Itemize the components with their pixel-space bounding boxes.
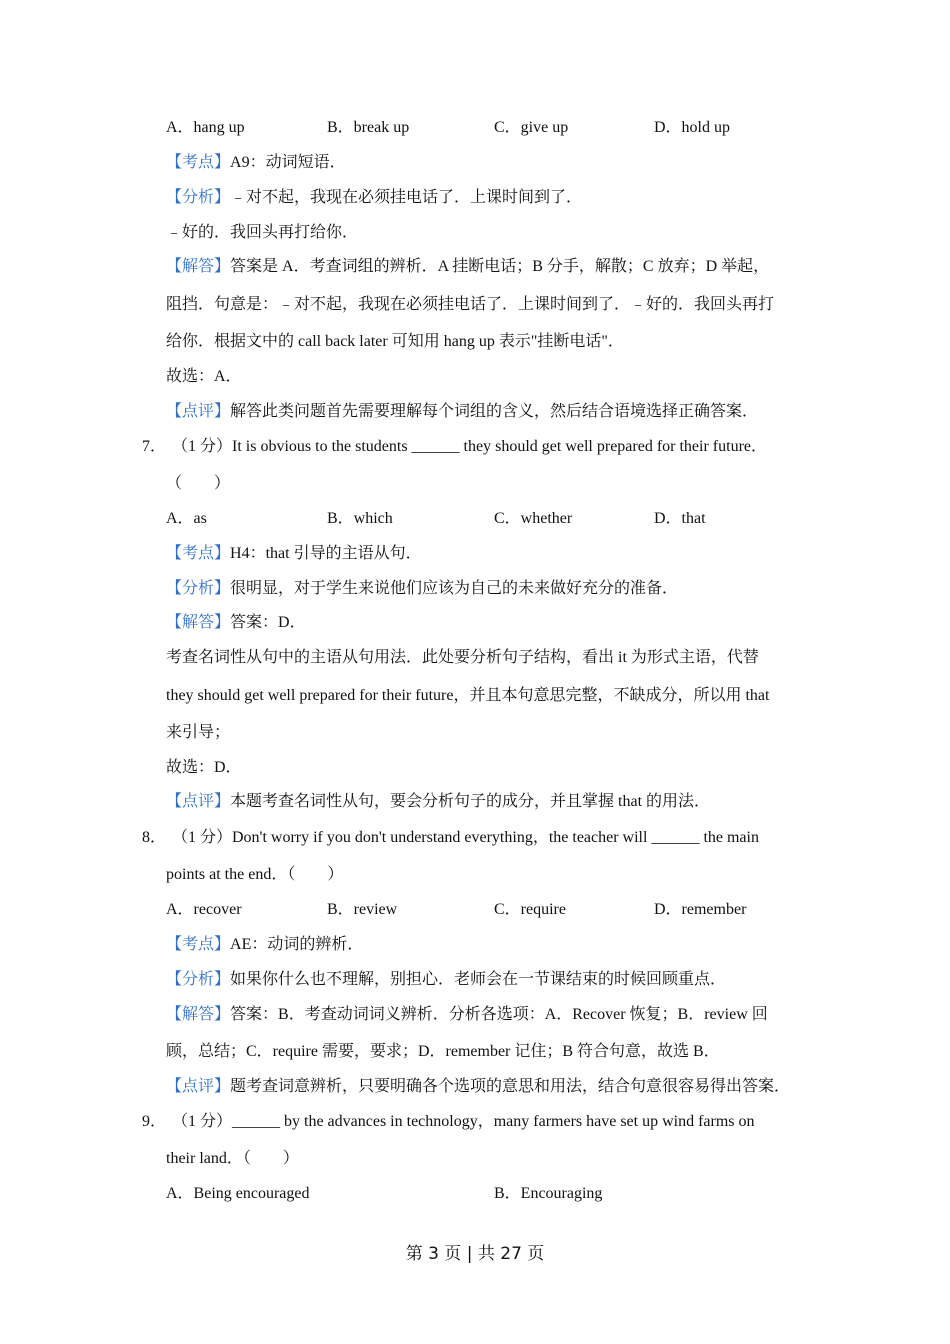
jieda-line	[166, 613, 306, 633]
question-8-number: 8．	[142, 829, 167, 846]
jieda-line-2: 阻挡．句意是：﹣对不起，我现在必须挂电话了．上课时间到了．﹣好的．我回头再打	[166, 296, 775, 313]
option-c: C．whether	[494, 510, 573, 527]
kaodian-text: H4：that 引导的主语从句．	[230, 545, 422, 562]
fenxi-line	[166, 188, 582, 208]
dianping-text: 解答此类问题首先需要理解每个词组的含义，然后结合语境选择正确答案．	[230, 403, 759, 420]
dianping-text: 题考查词意辨析，只要明确各个选项的意思和用法，结合句意很容易得出答案．	[230, 1078, 791, 1095]
jieda-text: 答案：B．考查动词词义辨析．分析各选项：A．Recover 恢复；B．review 回	[230, 1006, 768, 1023]
jieda-line-2: 顾，总结；C．require 需要，要求；D．remember 记住；B 符合句意，故选 B．	[166, 1043, 720, 1060]
fenxi-tag: 【分析】	[166, 189, 231, 206]
option-a: A．as	[166, 510, 207, 527]
kaodian-line	[166, 153, 346, 173]
option-a: A．Being encouraged	[166, 1185, 310, 1202]
kaodian-line	[166, 935, 363, 955]
dianping-tag: 【点评】	[166, 793, 231, 810]
question-7-bracket: （ ）	[166, 475, 231, 492]
jieda-line-3: 给你．根据文中的 call back later 可知用 hang up 表示"挂断电话"．	[166, 333, 624, 350]
detail-line-1: 考查名词性从句中的主语从句用法．此处要分析句子结构，看出 it 为形式主语，代替	[166, 649, 759, 666]
question-7-number: 7．	[142, 438, 167, 455]
option-d: D．hold up	[654, 119, 731, 136]
dianping-line	[166, 792, 710, 812]
fenxi-text: 如果你什么也不理解，别担心．老师会在一节课结束的时候回顾重点．	[230, 971, 727, 988]
kaodian-text: A9：动词短语．	[230, 154, 346, 171]
option-d: D．that	[654, 510, 706, 527]
option-b: B．review	[327, 901, 398, 918]
detail-line-3: 来引导；	[166, 724, 231, 741]
question-8-stem: （1 分）Don't worry if you don't understand everything，the teacher will ______ the main	[172, 829, 759, 846]
question-7-stem: （1 分）It is obvious to the students ______ they should get well prepared for their future．	[172, 438, 768, 455]
kaodian-tag: 【考点】	[166, 154, 231, 171]
jieda-text: 答案：D．	[230, 614, 306, 631]
dianping-tag: 【点评】	[166, 403, 231, 420]
guxuan-line: 故选：D．	[166, 759, 242, 776]
guxuan-line: 故选：A．	[166, 368, 242, 385]
detail-line-2: they should get well prepared for their future，并且本句意思完整，不缺成分，所以用 that	[166, 687, 770, 704]
dianping-line	[166, 1077, 790, 1097]
dianping-line	[166, 402, 758, 422]
page-footer: 第 3 页 | 共 27 页	[405, 1244, 545, 1264]
jieda-line	[166, 1005, 768, 1025]
fenxi-line-2: ﹣好的．我回头再打给你．	[166, 224, 359, 241]
kaodian-line	[166, 544, 422, 564]
jieda-tag: 【解答】	[166, 1006, 231, 1023]
fenxi-tag: 【分析】	[166, 580, 231, 597]
jieda-text: 答案是 A．考查词组的辨析．A 挂断电话；B 分手，解散；C 放弃；D 举起，	[230, 258, 770, 275]
kaodian-tag: 【考点】	[166, 936, 231, 953]
option-b: B．Encouraging	[494, 1185, 603, 1202]
question-8-stem-2: points at the end．（ ）	[166, 866, 344, 883]
option-a: A．hang up	[166, 119, 245, 136]
kaodian-text: AE：动词的辨析．	[230, 936, 364, 953]
dianping-tag: 【点评】	[166, 1078, 231, 1095]
option-d: D．remember	[654, 901, 747, 918]
fenxi-line	[166, 579, 678, 599]
question-9-stem: （1 分）______ by the advances in technology，many farmers have set up wind farms on	[172, 1113, 755, 1130]
jieda-tag: 【解答】	[166, 258, 231, 275]
dianping-text: 本题考查名词性从句，要会分析句子的成分，并且掌握 that 的用法．	[230, 793, 711, 810]
option-b: B．break up	[327, 119, 410, 136]
fenxi-tag: 【分析】	[166, 971, 231, 988]
option-c: C．require	[494, 901, 566, 918]
fenxi-text: 很明显，对于学生来说他们应该为自己的未来做好充分的准备．	[230, 580, 679, 597]
fenxi-line	[166, 970, 726, 990]
jieda-line	[166, 257, 769, 277]
question-9-stem-2: their land．（ ）	[166, 1150, 299, 1167]
jieda-tag: 【解答】	[166, 614, 231, 631]
kaodian-tag: 【考点】	[166, 545, 231, 562]
question-9-number: 9．	[142, 1113, 167, 1130]
fenxi-text: ﹣对不起，我现在必须挂电话了．上课时间到了．	[230, 189, 583, 206]
option-a: A．recover	[166, 901, 242, 918]
option-c: C．give up	[494, 119, 569, 136]
option-b: B．which	[327, 510, 393, 527]
